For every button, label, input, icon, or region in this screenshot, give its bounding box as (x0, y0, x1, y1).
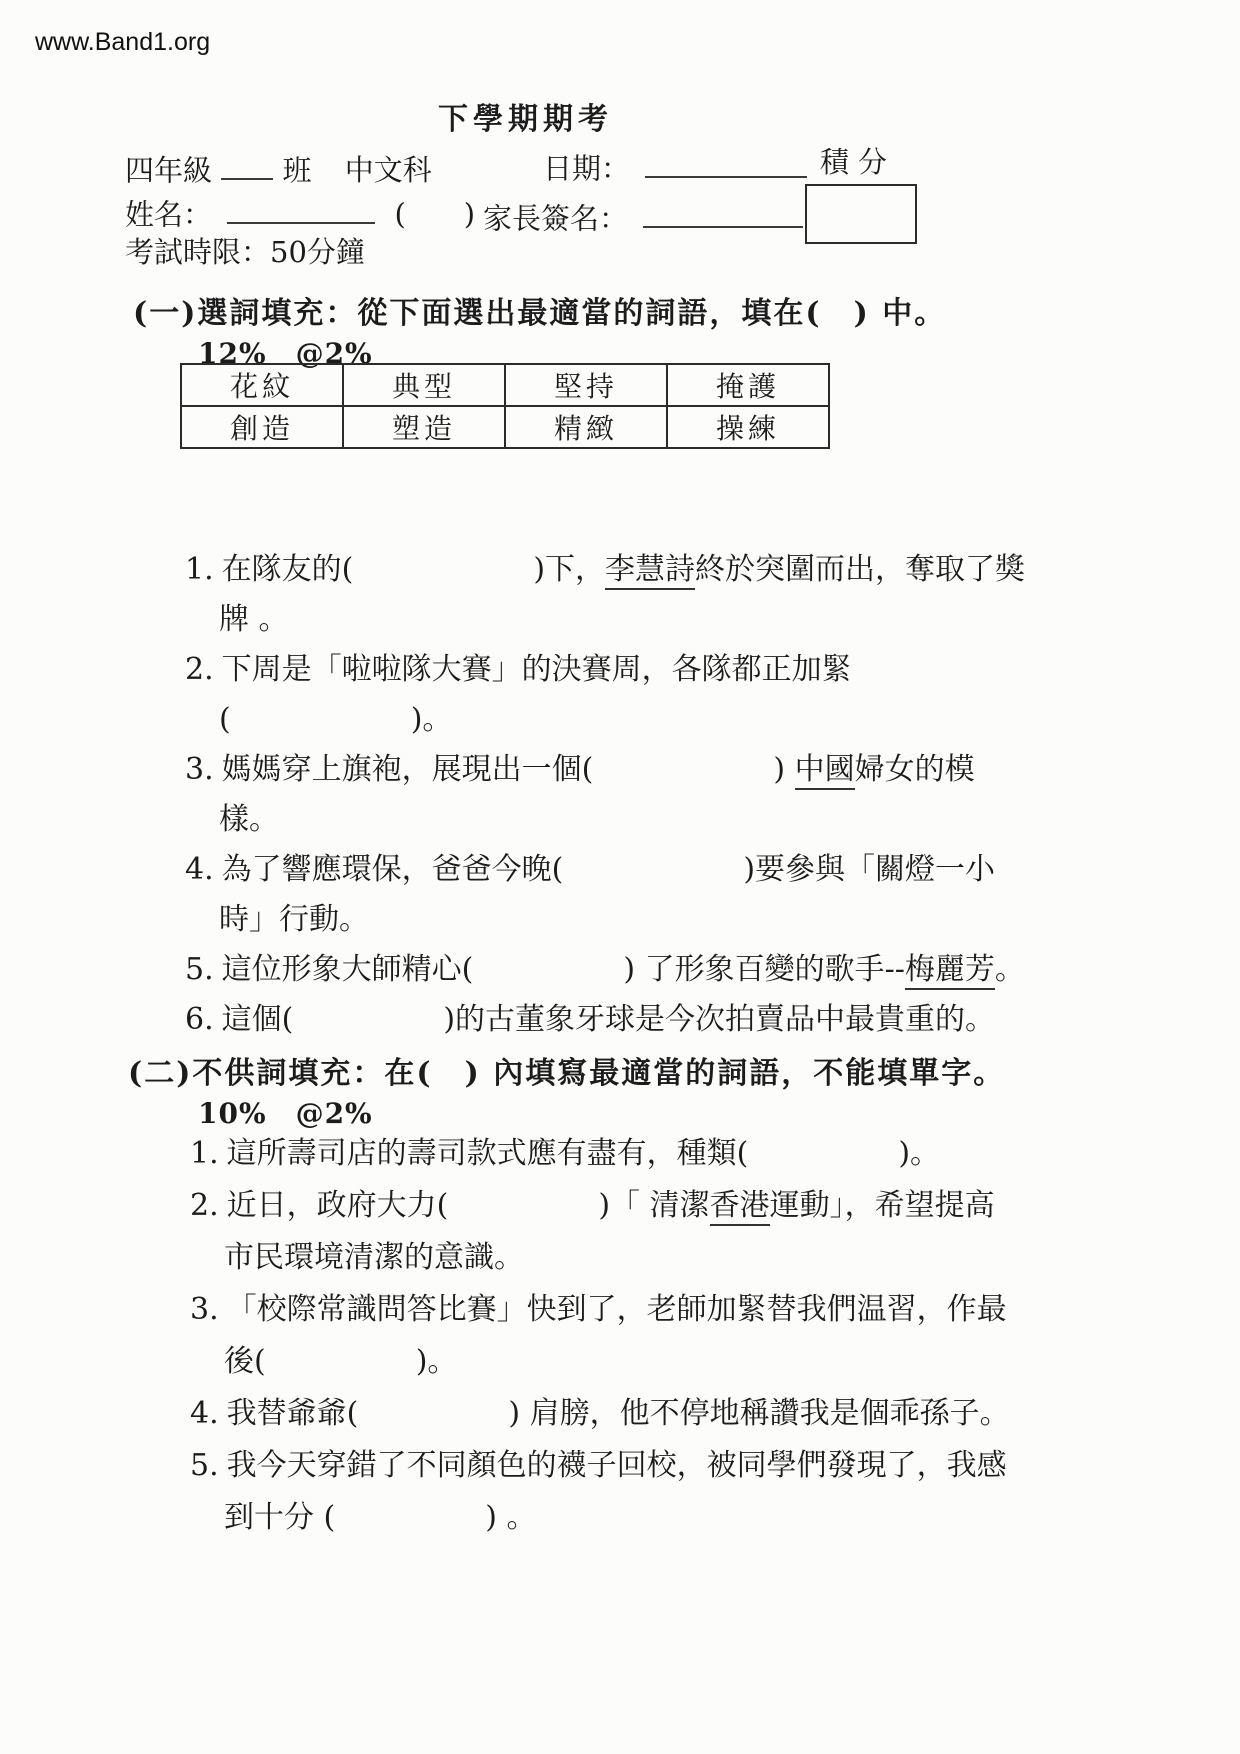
parent-sign-label: 家長簽名： (483, 201, 629, 236)
question-number: 6. (185, 1002, 214, 1037)
question-text: 「校際常識問答比賽」快到了，老師加緊替我們温習，作最 後( )。 (224, 1292, 1007, 1379)
class-number-blank (221, 148, 273, 180)
question-text: 在隊友的( )下，李慧詩終於突圍而出，奪取了獎 牌 。 (219, 552, 1026, 637)
question-text: 這所壽司店的壽司款式應有盡有，種類( )。 (226, 1136, 941, 1171)
name-label: 姓名： (125, 197, 213, 232)
section2-marks: 10% @2% (198, 1097, 373, 1130)
word-bank-row (181, 406, 829, 448)
question-s1-1 (185, 545, 1175, 645)
word-bank-cell: 掩護 (667, 364, 829, 406)
question-number: 3. (190, 1292, 219, 1327)
question-number: 5. (185, 952, 214, 987)
word-bank-cell: 創造 (181, 406, 343, 448)
question-text: 這個( )的古董象牙球是今次拍賣品中最貴重的。 (221, 1002, 996, 1037)
section1-heading: (一)選詞填充：從下面選出最適當的詞語，填在( ) 中。 (133, 296, 947, 331)
date-blank (645, 146, 807, 178)
page-title: 下學期期考 (438, 102, 613, 137)
word-bank-cell: 塑造 (343, 406, 505, 448)
grade-label: 四年級 (125, 153, 213, 188)
question-s2-4 (190, 1388, 1190, 1440)
section1-questions (185, 545, 1175, 1045)
name-line (125, 192, 475, 233)
question-text: 我今天穿錯了不同顏色的襪子回校，被同學們發現了，我感 到十分 ( ) 。 (224, 1448, 1007, 1535)
question-s1-4 (185, 845, 1175, 945)
question-s2-2 (190, 1180, 1190, 1284)
question-number: 2. (190, 1188, 219, 1223)
question-number: 4. (185, 852, 214, 887)
question-text: 這位形象大師精心( ) 了形象百變的歌手--梅麗芳。 (222, 952, 1025, 990)
word-bank-cell: 堅持 (505, 364, 667, 406)
date-label: 日期： (543, 151, 631, 186)
word-bank-cell: 精緻 (505, 406, 667, 448)
question-number: 1. (185, 552, 214, 587)
question-text: 我替爺爺( ) 肩膀，他不停地稱讚我是個乖孫子。 (226, 1396, 1010, 1431)
question-s1-6 (185, 995, 1175, 1045)
subject-label: 中文科 (344, 153, 432, 188)
watermark: www.Band1.org (35, 28, 211, 56)
class-label: 班 (282, 153, 312, 188)
question-s1-3 (185, 745, 1175, 845)
question-s1-5 (185, 945, 1175, 995)
question-s2-1 (190, 1128, 1190, 1180)
section1-marks: 12% @2% (198, 337, 373, 370)
date-line (543, 146, 807, 187)
section2-questions (190, 1128, 1190, 1544)
word-bank-row (181, 364, 829, 406)
section2-heading: (二)不供詞填充：在( ) 內填寫最適當的詞語，不能填單字。 (128, 1056, 1006, 1091)
score-label: 積分 (820, 145, 897, 179)
question-s2-3 (190, 1284, 1190, 1388)
word-bank-cell: 花紋 (181, 364, 343, 406)
name-blank (227, 192, 375, 224)
word-bank-cell: 典型 (343, 364, 505, 406)
question-number: 5. (190, 1448, 219, 1483)
grade-class-line (125, 148, 432, 189)
question-text: 下周是「啦啦隊大賽」的決賽周，各隊都正加緊 ( )。 (219, 652, 852, 737)
question-text: 媽媽穿上旗袍，展現出一個( ) 中國婦女的模 樣。 (219, 752, 975, 837)
question-s2-5 (190, 1440, 1190, 1544)
word-bank-cell: 操練 (667, 406, 829, 448)
question-number: 1. (190, 1136, 219, 1171)
question-number: 3. (185, 752, 214, 787)
parent-sign-blank (643, 196, 803, 228)
word-bank-table (180, 363, 830, 449)
question-text: 為了響應環保，爸爸今晚( )要參與「關燈一小 時」行動。 (219, 852, 996, 937)
name-paren: ( ) (394, 197, 476, 232)
time-limit-label: 考試時限：50分鐘 (125, 235, 365, 269)
question-s1-2 (185, 645, 1175, 745)
question-number: 2. (185, 652, 214, 687)
question-number: 4. (190, 1396, 219, 1431)
parent-sign-line (483, 196, 803, 237)
score-box (805, 184, 917, 244)
question-text: 近日，政府大力( )「 清潔香港運動」，希望提高 市民環境清潔的意識。 (224, 1188, 995, 1275)
